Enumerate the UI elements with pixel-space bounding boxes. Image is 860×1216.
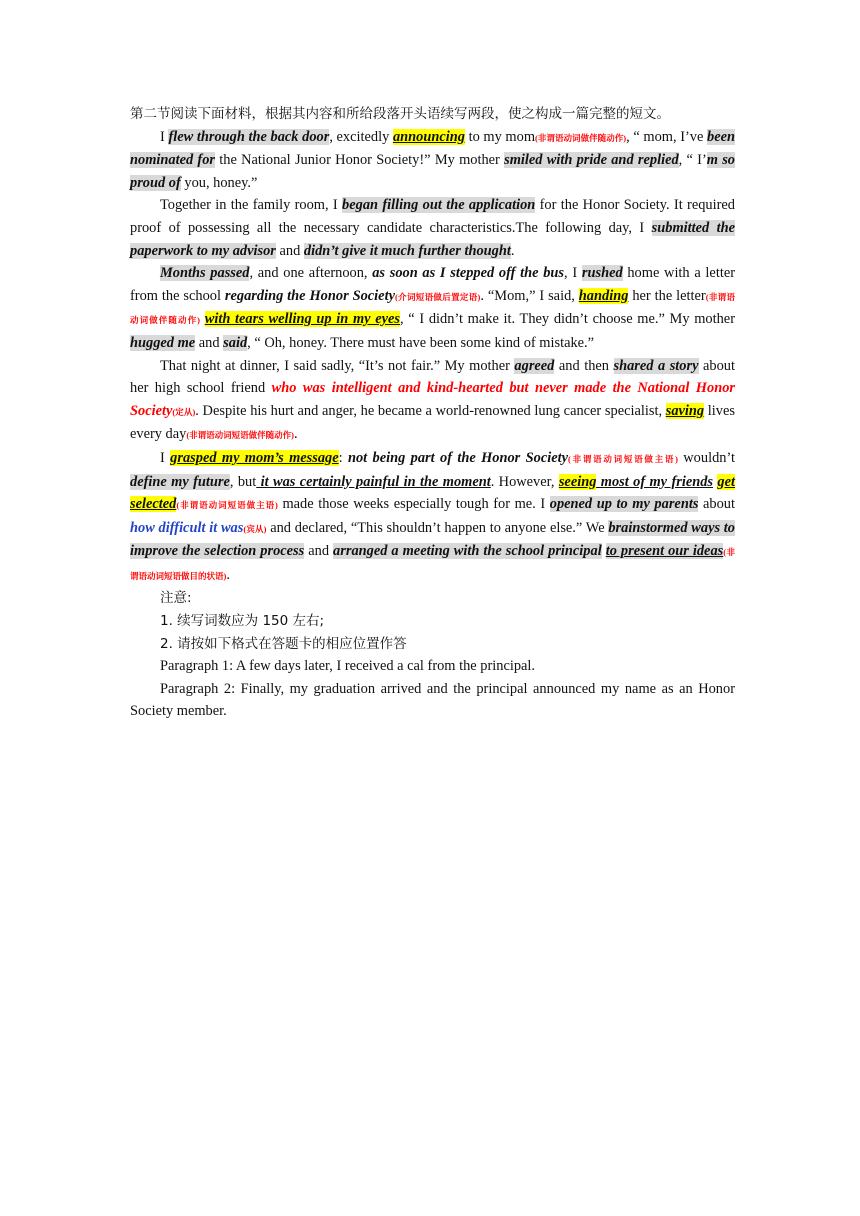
text: , excitedly [329, 128, 393, 145]
highlight-yellow: seeing [558, 473, 597, 490]
bold-italic-text: not being part of the Honor Society [347, 449, 568, 466]
blue-clause: how difficult it was [130, 519, 244, 536]
highlight-gray: been nominated for [130, 128, 735, 169]
text: , “ mom, I’ve [626, 128, 708, 145]
text: , and one afternoon, [249, 265, 373, 282]
highlight-gray: define my future [130, 473, 230, 490]
highlight-gray: arranged a meeting with the school principal [333, 543, 602, 560]
highlight-gray: agreed [514, 357, 555, 374]
text: and [275, 242, 304, 259]
text: That night at dinner, I said sadly, “It’s not fair.” My mother [160, 357, 515, 374]
notes-item-2: 2. 请按如下格式在答题卡的相应位置作答 [160, 635, 407, 652]
highlight-yellow: handing [578, 287, 629, 304]
highlight-yellow: saving [665, 402, 705, 419]
text: , “ I didn’t make it. They didn’t choose me.” My mother [400, 311, 735, 328]
text: her the letter [628, 287, 706, 304]
paragraph-4 [130, 355, 735, 447]
highlight-gray: smiled with pride and replied [504, 152, 679, 169]
text: for the Honor Society. It required proof of possessing all the necessary candidate characteristics.The following day, I [130, 197, 735, 236]
notes-title: 注意: [160, 590, 192, 607]
grammar-note: (非谓语动词短语做伴随动作) [186, 430, 295, 441]
grammar-note: (非谓语动词做伴随动作) [130, 291, 735, 326]
paragraph-2-prompt: Paragraph 2: Finally, my graduation arrived and the principal announced my name as an Honor Society member. [130, 680, 735, 720]
highlight-gray: rushed [581, 265, 623, 282]
text: wouldn’t [677, 449, 735, 466]
grammar-note: (宾从) [243, 523, 267, 534]
paragraph-5 [130, 447, 735, 588]
grammar-note: (非谓语动词短语做主语) [567, 453, 678, 464]
grammar-note: (非谓语动词做伴随动作) [535, 132, 627, 143]
grammar-note: (定从) [172, 406, 196, 417]
text: , “ I’ [678, 152, 707, 169]
text: home with a letter from the school [130, 265, 735, 304]
grammar-note: (非谓语动词短语做主语) [176, 500, 278, 511]
text: and then [554, 357, 614, 374]
grammar-note: (非谓语动词短语做目的状语) [130, 547, 735, 581]
text: and [304, 543, 334, 560]
text: . “Mom,” I said, [480, 287, 579, 304]
highlight-yellow: grasped my mom’s message [170, 449, 339, 466]
text [200, 311, 205, 327]
paragraph-1 [130, 126, 735, 195]
paragraph-1-prompt: Paragraph 1: A few days later, I received a cal from the principal. [160, 658, 536, 675]
text: made those weeks especially tough for me. I [277, 496, 550, 513]
bold-italic-text: as soon as I stepped off the bus [372, 265, 565, 282]
highlight-yellow: announcing [392, 128, 465, 145]
text: I [160, 128, 169, 145]
highlight-gray: Months passed [160, 265, 250, 282]
paragraph-2 [130, 194, 735, 262]
text: . [226, 566, 230, 583]
paragraph-3 [130, 262, 735, 354]
text: . Despite his hurt and anger, he became a world-renowned lung cancer specialist, [195, 402, 666, 419]
underlined-bold-italic: most of my friends [596, 473, 714, 490]
text: about [698, 496, 735, 513]
highlight-gray: began filling out the application [342, 197, 536, 214]
red-clause: who was intelligent and kind-hearted but never made the National Honor Society [130, 380, 735, 419]
underlined-bold-italic: it was certainly painful in the moment [256, 473, 491, 490]
text: and [195, 334, 224, 351]
text: I [160, 449, 171, 466]
text: : [338, 449, 348, 466]
notes-item-1: 1. 续写词数应为 150 左右; [160, 613, 325, 630]
highlight-gray: hugged me [130, 334, 196, 351]
text: . However, [490, 473, 559, 490]
text: . [510, 242, 515, 259]
text: the National Junior Honor Society!” My mother [215, 152, 505, 169]
text: Together in the family room, I [160, 197, 343, 214]
text: . [294, 426, 298, 443]
highlight-yellow: get selected [130, 473, 735, 513]
text: you, honey.” [180, 174, 258, 191]
text: and declared, “This shouldn’t happen to anyone else.” We [266, 519, 609, 536]
text: , I [564, 265, 582, 282]
text: about her high school friend [130, 357, 735, 397]
highlight-gray: opened up to my parents [549, 496, 699, 513]
text: to my mom [464, 128, 536, 145]
bold-italic-text: regarding the Honor Society [224, 287, 395, 304]
highlight-gray-underlined: to present our ideas [605, 543, 724, 560]
highlight-gray: said [223, 334, 248, 351]
highlight-gray: shared a story [613, 357, 699, 374]
document-page [130, 103, 735, 723]
text: lives every day [130, 402, 735, 443]
highlight-gray: brainstormed ways to improve the selection process [130, 519, 735, 560]
highlight-gray: didn’t give it much further thought [303, 242, 511, 259]
section-header: 第二节阅读下面材料，根据其内容和所给段落开头语续写两段，使之构成一篇完整的短文。 [130, 106, 670, 122]
text: , “ Oh, honey. There must have been some kind of mistake.” [247, 334, 595, 351]
highlight-yellow: with tears welling up in my eyes [204, 311, 400, 328]
highlight-gray: submitted the paperwork to my advisor [130, 219, 736, 259]
text: , but [229, 473, 257, 490]
highlight-gray: m so proud of [130, 152, 735, 191]
highlight-gray: flew through the back door [168, 128, 330, 145]
grammar-note: (介词短语做后置定语) [394, 291, 481, 302]
